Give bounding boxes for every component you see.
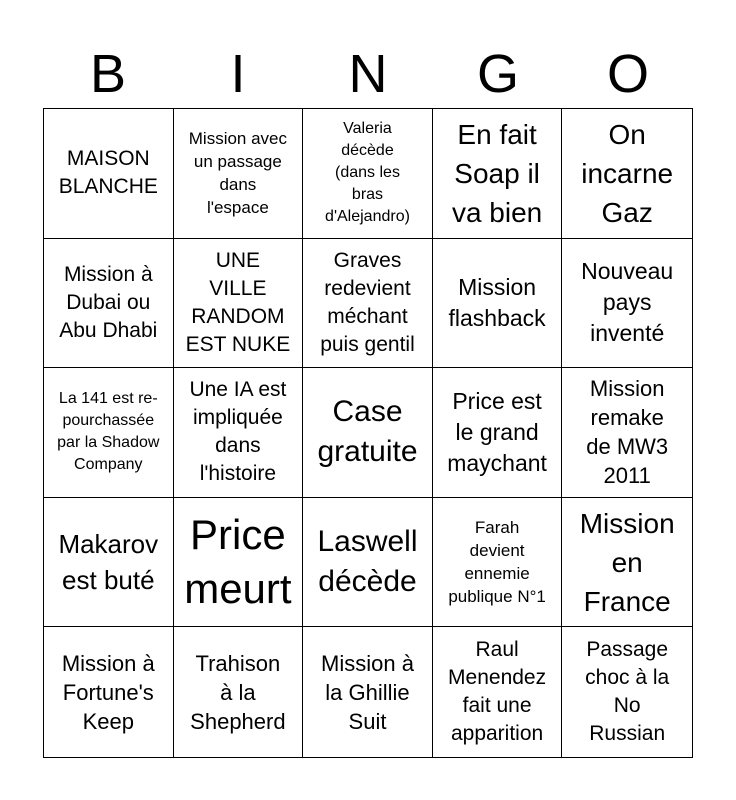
- bingo-cell-r2-c1[interactable]: [44, 239, 174, 369]
- cell-label: MAISON BLANCHE: [58, 147, 158, 199]
- bingo-cell-r3-c3[interactable]: [303, 368, 433, 498]
- bingo-cell-r1-c5[interactable]: [562, 109, 692, 239]
- header-letter-b: B: [89, 44, 127, 104]
- cell-label: La 141 est re- pourchassée par la Shadow Company: [57, 390, 160, 474]
- cell-label: Raul Menendez fait une apparition: [448, 638, 547, 746]
- bingo-cell-r2-c2[interactable]: [174, 239, 304, 369]
- cell-label: Mission à la Ghillie Suit: [321, 650, 414, 734]
- cell-label: Trahison à la Shepherd: [190, 650, 286, 734]
- cell-label: Price est le grand maychant: [447, 387, 547, 476]
- bingo-cell-r4-c4[interactable]: [433, 498, 563, 628]
- cell-label: Mission remake de MW3 2011: [586, 376, 669, 489]
- bingo-cell-r3-c2[interactable]: [174, 368, 304, 498]
- cell-label: Mission à Dubai ou Abu Dhabi: [59, 262, 158, 342]
- bingo-cell-r2-c4[interactable]: [433, 239, 563, 369]
- bingo-cell-r1-c2[interactable]: [174, 109, 304, 239]
- bingo-cell-r5-c2[interactable]: [174, 627, 304, 757]
- bingo-cell-r1-c1[interactable]: [44, 109, 174, 239]
- cell-label: Une IA est impliquée dans l'histoire: [189, 378, 287, 486]
- bingo-header: [43, 40, 693, 108]
- header-letter-n: N: [348, 44, 388, 104]
- cell-label: UNE VILLE RANDOM EST NUKE: [185, 248, 291, 356]
- bingo-cell-r4-c3[interactable]: [303, 498, 433, 628]
- bingo-cell-r1-c4[interactable]: [433, 109, 563, 239]
- bingo-cell-r3-c4[interactable]: [433, 368, 563, 498]
- cell-label: Price meurt: [184, 511, 292, 613]
- cell-label: Valeria décède (dans les bras d'Alejandro): [325, 120, 410, 226]
- cell-label: Laswell décède: [317, 525, 418, 599]
- bingo-cell-r2-c5[interactable]: [562, 239, 692, 369]
- header-letter-i: I: [230, 44, 246, 104]
- bingo-cell-r2-c3[interactable]: [303, 239, 433, 369]
- cell-label: Mission flashback: [448, 273, 546, 331]
- cell-label: On incarne Gaz: [581, 118, 674, 228]
- bingo-cell-r4-c5[interactable]: [562, 498, 692, 628]
- cell-label: Mission en France: [579, 507, 675, 617]
- bingo-cell-r5-c5[interactable]: [562, 627, 692, 757]
- cell-label: Graves redevient méchant puis gentil: [320, 248, 415, 356]
- bingo-cell-r5-c1[interactable]: [44, 627, 174, 757]
- header-letter-o: O: [606, 44, 649, 104]
- cell-label: Nouveau pays inventé: [581, 258, 674, 347]
- bingo-cell-r5-c4[interactable]: [433, 627, 563, 757]
- bingo-grid: [43, 108, 693, 758]
- bingo-cell-r3-c1[interactable]: [44, 368, 174, 498]
- cell-label: Farah devient ennemie publique N°1: [448, 518, 546, 607]
- cell-label: En fait Soap il va bien: [451, 118, 543, 228]
- cell-label: Makarov est buté: [58, 529, 159, 596]
- cell-label: Passage choc à la No Russian: [585, 638, 670, 746]
- header-letter-g: G: [476, 44, 519, 104]
- bingo-cell-r1-c3[interactable]: [303, 109, 433, 239]
- bingo-cell-r3-c5[interactable]: [562, 368, 692, 498]
- bingo-cell-r4-c1[interactable]: [44, 498, 174, 628]
- cell-label: Mission à Fortune's Keep: [61, 650, 155, 734]
- bingo-cell-r5-c3[interactable]: [303, 627, 433, 757]
- cell-label: Mission avec un passage dans l'espace: [188, 129, 288, 218]
- cell-label: Case gratuite: [317, 395, 418, 469]
- bingo-cell-r4-c2[interactable]: [174, 498, 304, 628]
